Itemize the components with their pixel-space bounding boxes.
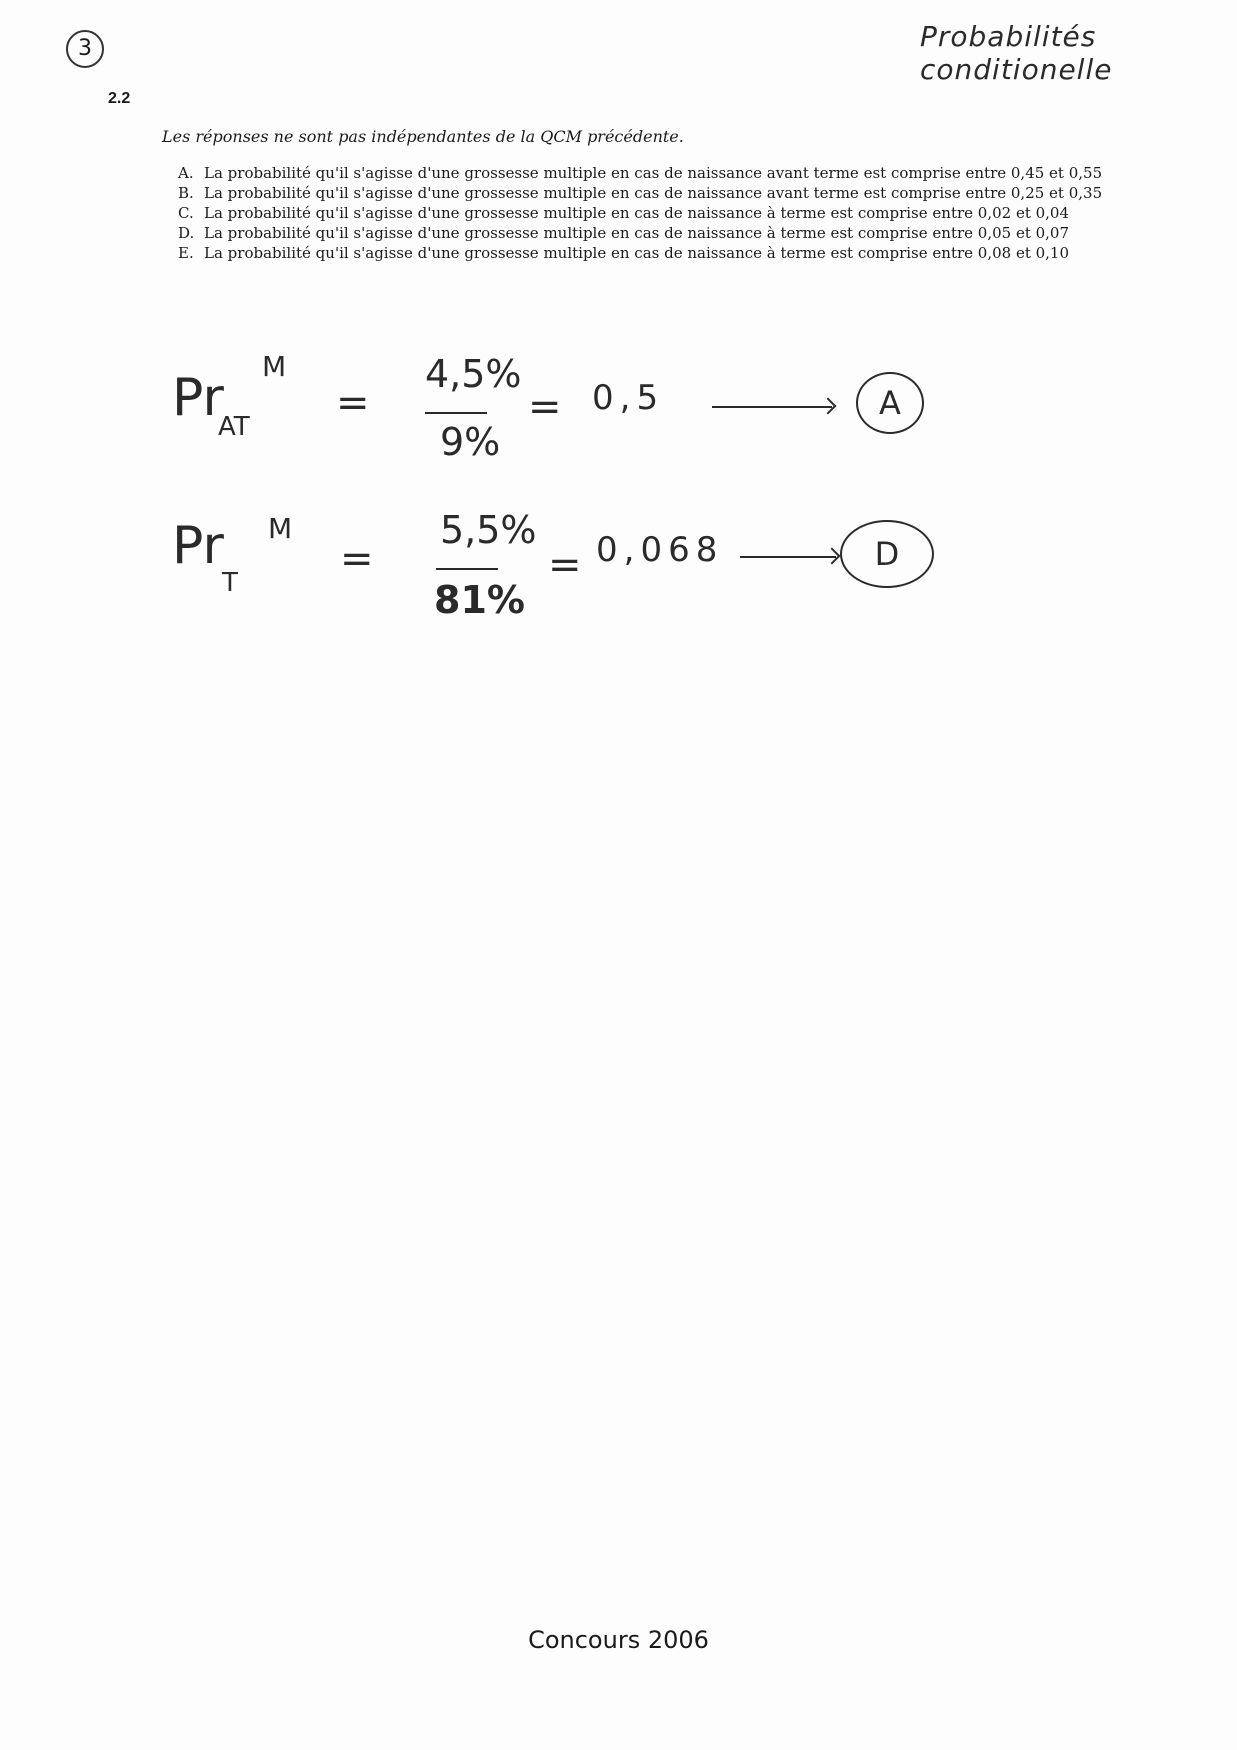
option-a	[178, 165, 1158, 181]
fraction-numerator: 5,5%	[440, 508, 537, 552]
option-b	[178, 185, 1158, 201]
topic-annotation: Probabilités conditionelle	[920, 20, 1113, 86]
option-c	[178, 205, 1158, 221]
fraction-numerator: 4,5%	[425, 352, 522, 396]
option-text: La probabilité qu'il s'agisse d'une grossesse multiple en cas de naissance à terme est comprise entre 0,05 et 0,07	[204, 224, 1070, 242]
circled-answer: D	[840, 520, 934, 588]
prob-condition: T	[222, 568, 238, 598]
question-number: 2.2	[108, 90, 131, 107]
arrow-icon	[740, 556, 836, 558]
question-intro: Les réponses ne sont pas indépendantes de la QCM précédente.	[162, 127, 684, 146]
fraction-bar	[425, 412, 487, 414]
calculation-result: 0,068	[596, 530, 724, 570]
calculation-preterm	[0, 350, 1237, 480]
fraction-denominator: 81%	[434, 578, 525, 622]
calculation-result: 0,5	[592, 378, 665, 418]
option-letter: B.	[178, 184, 194, 202]
option-text: La probabilité qu'il s'agisse d'une grossesse multiple en cas de naissance à terme est comprise entre 0,02 et 0,04	[204, 204, 1070, 222]
page-footer: Concours 2006	[528, 1626, 709, 1654]
equals-sign: =	[548, 542, 582, 588]
equals-sign: =	[336, 380, 370, 426]
equals-sign: =	[528, 384, 562, 430]
equals-sign: =	[340, 536, 374, 582]
prob-event: M	[268, 512, 293, 545]
page-number-badge: 3	[66, 30, 104, 68]
option-letter: D.	[178, 224, 195, 242]
answer-options	[178, 165, 1158, 265]
calculation-term	[0, 508, 1237, 638]
option-letter: C.	[178, 204, 194, 222]
arrow-icon	[712, 406, 832, 408]
option-letter: A.	[178, 164, 194, 182]
option-letter: E.	[178, 244, 194, 262]
option-text: La probabilité qu'il s'agisse d'une grossesse multiple en cas de naissance avant terme est comprise entre 0,45 et 0,55	[204, 164, 1103, 182]
prob-event: M	[262, 350, 287, 383]
prob-condition: AT	[218, 412, 250, 442]
option-e	[178, 245, 1158, 261]
fraction-denominator: 9%	[440, 420, 501, 464]
circled-answer: A	[856, 372, 924, 434]
prob-symbol: Pr	[172, 368, 224, 428]
fraction-bar	[436, 568, 498, 570]
option-d	[178, 225, 1158, 241]
prob-symbol: Pr	[172, 516, 224, 576]
option-text: La probabilité qu'il s'agisse d'une grossesse multiple en cas de naissance avant terme est comprise entre 0,25 et 0,35	[204, 184, 1103, 202]
option-text: La probabilité qu'il s'agisse d'une grossesse multiple en cas de naissance à terme est comprise entre 0,08 et 0,10	[204, 244, 1070, 262]
